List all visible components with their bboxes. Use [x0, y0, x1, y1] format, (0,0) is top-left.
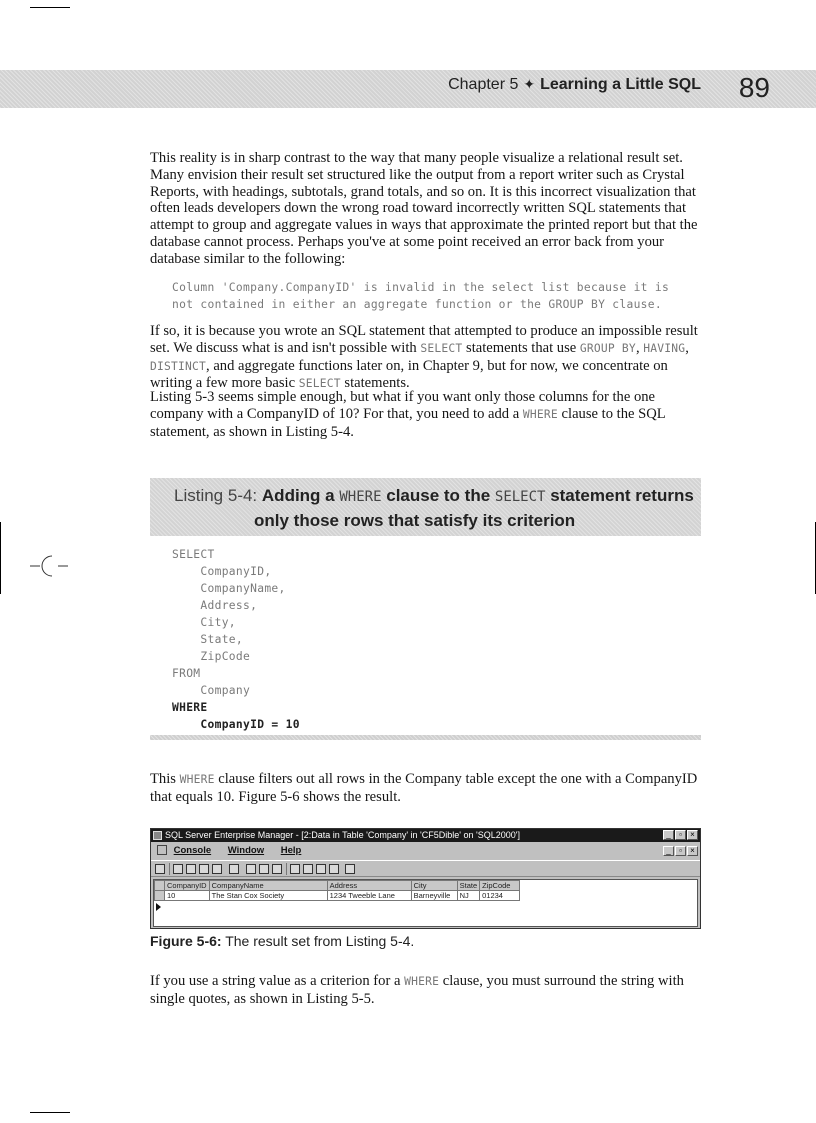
window-title: SQL Server Enterprise Manager - [2:Data in Table 'Company' in 'CF5Dible' on 'SQL2000'] [165, 830, 520, 840]
minimize-icon[interactable]: _ [663, 830, 674, 840]
code-from-table: Company [172, 684, 251, 697]
grid-cell[interactable]: 1234 Tweeble Lane [327, 891, 411, 901]
row-header-corner [155, 881, 165, 891]
new-row-arrow-icon [156, 903, 161, 911]
sort-ascending-icon[interactable] [290, 864, 300, 874]
text: , [635, 339, 644, 356]
add-table-icon[interactable] [345, 864, 355, 874]
text: If you use a string value as a criterion for a [150, 973, 405, 989]
console-icon[interactable] [157, 845, 167, 855]
mdi-close-icon[interactable]: × [687, 846, 698, 856]
app-icon [153, 831, 162, 840]
crop-mark-top-left [30, 7, 70, 8]
group-by-icon[interactable] [329, 864, 339, 874]
menu-help[interactable]: Help [280, 845, 302, 856]
listing-end-bar [150, 735, 701, 740]
text: clause to the SQL statement, as shown in Listing 5-4. [150, 405, 666, 440]
column-header[interactable]: Address [327, 881, 411, 891]
page-number: 89 [738, 72, 770, 103]
code-where: WHERE [172, 701, 208, 714]
window-titlebar [151, 829, 700, 842]
verify-sql-icon[interactable] [259, 864, 269, 874]
listing-label: Listing 5-4: [174, 486, 258, 505]
column-header[interactable]: State [457, 881, 480, 891]
enterprise-manager-window [150, 828, 701, 929]
listing-title-text: statement returns [545, 486, 694, 505]
window-controls [663, 830, 698, 840]
text: This [150, 771, 180, 787]
inline-code: HAVING [643, 341, 686, 355]
body-paragraph-2 [150, 323, 702, 393]
close-icon[interactable]: × [687, 830, 698, 840]
listing-code [172, 546, 300, 733]
text: clause, you must surround the string with single quotes, as shown in Listing 5-5. [150, 973, 684, 1007]
code-fields: CompanyID, CompanyName, Address, City, State, ZipCode [200, 565, 286, 663]
body-paragraph-1: This reality is in sharp contrast to the way that many people visualize a relational result set. Many envision their result set structured like the output from a report writer such as Crystal Reports, with headings, subtotals, grand totals, and so on. It is this incorrect visualization that often leads developers down the wrong road toward incorrectly written SQL statements that attempt to group and aggregate values in ways that approximate the printed report but that the database cannot process. Perhaps you've at some point received an error back from your database similar to the following: [150, 150, 698, 267]
run-icon[interactable] [246, 864, 256, 874]
toolbar-separator [286, 863, 287, 875]
remove-filter-icon[interactable] [316, 864, 326, 874]
results-pane-icon[interactable] [212, 864, 222, 874]
running-header [0, 70, 816, 108]
toolbar-separator [169, 863, 170, 875]
body-paragraph-5 [150, 973, 702, 1008]
inline-code: WHERE [179, 773, 215, 786]
grid-cell[interactable]: NJ [457, 891, 480, 901]
mdi-controls [663, 846, 698, 856]
properties-icon[interactable] [155, 864, 165, 874]
error-message-code: Column 'Company.CompanyID' is invalid in the select list because it is not contained in either an aggregate function or the GROUP BY clause. [172, 281, 670, 311]
crop-mark-left [0, 522, 1, 594]
text: , and aggregate functions later on, in Chapter 9, but for now, we concentrate on writing a few more basic [150, 357, 668, 392]
grid-cell[interactable]: 10 [165, 891, 210, 901]
chapter-heading [448, 76, 701, 94]
listing-title-text: clause to the [381, 486, 495, 505]
column-header[interactable]: ZipCode [480, 881, 520, 891]
column-header[interactable]: CompanyID [165, 881, 210, 891]
grid-cell[interactable]: Barneyville [411, 891, 457, 901]
filter-icon[interactable] [272, 864, 282, 874]
body-paragraph-4 [150, 771, 702, 806]
registration-mark-icon [28, 548, 72, 584]
toolbar [151, 860, 700, 877]
chapter-title: Learning a Little SQL [540, 76, 701, 93]
inline-code: DISTINCT [150, 359, 207, 373]
inline-code: WHERE [404, 975, 440, 988]
listing-title [174, 484, 694, 532]
code-from: FROM [172, 667, 201, 680]
column-header[interactable]: CompanyName [209, 881, 327, 891]
text: statements that use [462, 339, 580, 356]
text: If so, it is because you wrote an SQL statement that attempted to produce an impossible result set. We discuss what is and isn't possible with [150, 323, 698, 356]
mdi-restore-icon[interactable]: ▫ [675, 846, 686, 856]
grid-header-row [155, 881, 520, 891]
chapter-label: Chapter 5 [448, 76, 519, 93]
sort-descending-icon[interactable] [303, 864, 313, 874]
code-condition: CompanyID = 10 [172, 718, 300, 731]
restore-icon[interactable]: ▫ [675, 830, 686, 840]
row-selector[interactable] [155, 891, 165, 901]
figure-caption-text: The result set from Listing 5-4. [225, 933, 415, 949]
column-header[interactable]: City [411, 881, 457, 891]
diagram-pane-icon[interactable] [173, 864, 183, 874]
results-grid [154, 880, 520, 901]
grid-pane-icon[interactable] [186, 864, 196, 874]
listing-title-text: Adding a [261, 486, 340, 505]
diamond-icon: ✦ [523, 76, 536, 92]
mdi-minimize-icon[interactable]: _ [663, 846, 674, 856]
listing-keyword: WHERE [339, 489, 382, 505]
figure-caption [150, 933, 414, 949]
listing-title-line2: only those rows that satisfy its criterion [254, 511, 576, 530]
inline-code: SELECT [420, 341, 463, 355]
text: , [685, 339, 689, 356]
figure-label: Figure 5-6: [150, 933, 222, 949]
code-select: SELECT [172, 548, 215, 561]
text: Listing 5-3 seems simple enough, but what if you want only those columns for the one company with a CompanyID of 10? For that, you need to add a [150, 389, 656, 422]
body-paragraph-3 [150, 389, 702, 440]
text: clause filters out all rows in the Company table except the one with a CompanyID that equals 10. Figure 5-6 shows the result. [150, 771, 698, 805]
menu-bar [151, 843, 700, 859]
change-type-icon[interactable] [229, 864, 239, 874]
grid-cell[interactable]: The Stan Cox Society [209, 891, 327, 901]
text: statements. [340, 375, 410, 392]
grid-cell[interactable]: 01234 [480, 891, 520, 901]
menu-console[interactable]: Console [173, 845, 212, 856]
menu-window[interactable]: Window [227, 845, 265, 856]
inline-code: WHERE [522, 407, 558, 421]
inline-code: GROUP BY [579, 341, 636, 355]
table-row [155, 891, 520, 901]
listing-header [150, 478, 701, 536]
listing-keyword: SELECT [494, 489, 546, 505]
sql-pane-icon[interactable] [199, 864, 209, 874]
crop-mark-bottom-left [30, 1112, 70, 1113]
inline-code: SELECT [298, 377, 341, 391]
results-grid-area [153, 879, 698, 927]
